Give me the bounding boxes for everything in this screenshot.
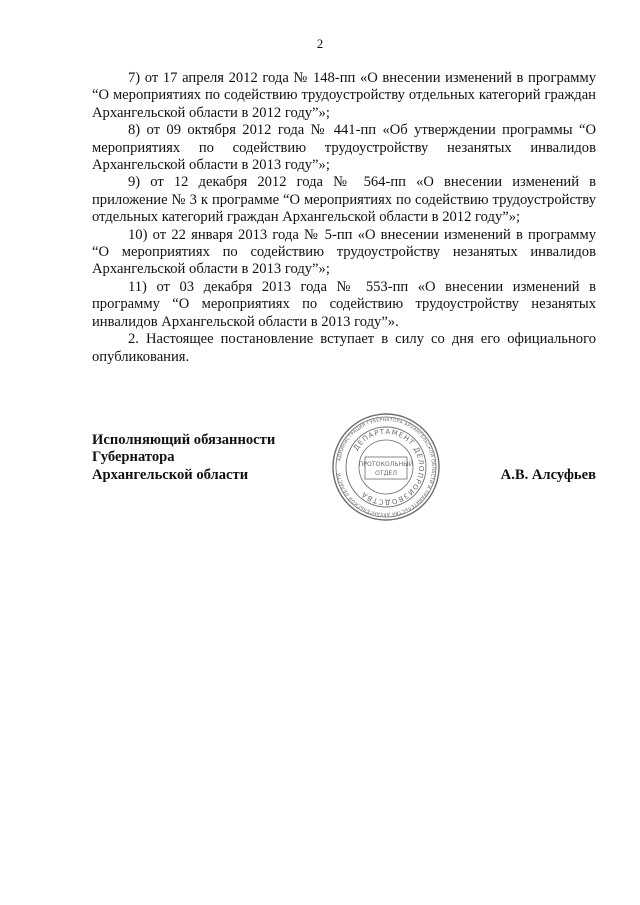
signatory-name: А.В. Алсуфьев	[500, 466, 596, 483]
stamp-outer-text: АДМИНИСТРАЦИЯ ГУБЕРНАТОРА АРХАНГЕЛЬСКОЙ ОБЛАСТИ И ПРАВИТЕЛЬСТВА АРХАНГЕЛЬСКОЙ ОБЛАСТИ	[337, 417, 436, 517]
page-number: 2	[316, 36, 324, 51]
signatory-title-line: Исполняющий обязанности	[92, 432, 276, 448]
list-item-11: 11) от 03 декабря 2013 года № 553-пп «О внесении изменений в программу “О мероприятиях по содействию трудоустройству незанятых инвалидов Архангельской области в 2013 году”».	[92, 278, 596, 330]
stamp-center-line2: ОТДЕЛ	[374, 470, 398, 477]
stamp-center-line1: ПРОТОКОЛЬНЫЙ	[358, 461, 414, 468]
stamp-seal-icon	[331, 412, 441, 522]
signatory-title-line: Губернатора	[92, 449, 175, 466]
list-item-10: 10) от 22 января 2013 года № 5-пп «О внесении изменений в программу “О мероприятиях по содействию трудоустройству незанятых инвалидов Архангельской области в 2013 году”»;	[92, 226, 596, 278]
stamp-ring-text: ДЕПАРТАМЕНТ ДЕЛОПРОИЗВОДСТВА	[351, 427, 426, 507]
list-item-9: 9) от 12 декабря 2012 года № 564-пп «О внесении изменений в приложение № 3 к программе “О мероприятиях по содействию трудоустройству отдельных категорий граждан Архангельской области в 2012 году”»;	[92, 174, 596, 226]
list-item-7: 7) от 17 апреля 2012 года № 148-пп «О внесении изменений в программу “О мероприятиях по содействию трудоустройству отдельных категорий граждан Архангельской области в 2012 году”»;	[92, 70, 596, 121]
list-item-8: 8) от 09 октября 2012 года № 441-пп «Об утверждении программы “О мероприятиях по содействию трудоустройству незанятых инвалидов Архангельской области в 2013 году”»;	[92, 122, 596, 174]
effective-date-paragraph: 2. Настоящее постановление вступает в силу со дня его официального опубликования.	[92, 331, 596, 365]
document-body	[92, 70, 596, 366]
signatory-title-line: Архангельской области	[92, 466, 249, 483]
official-stamp	[331, 412, 441, 522]
